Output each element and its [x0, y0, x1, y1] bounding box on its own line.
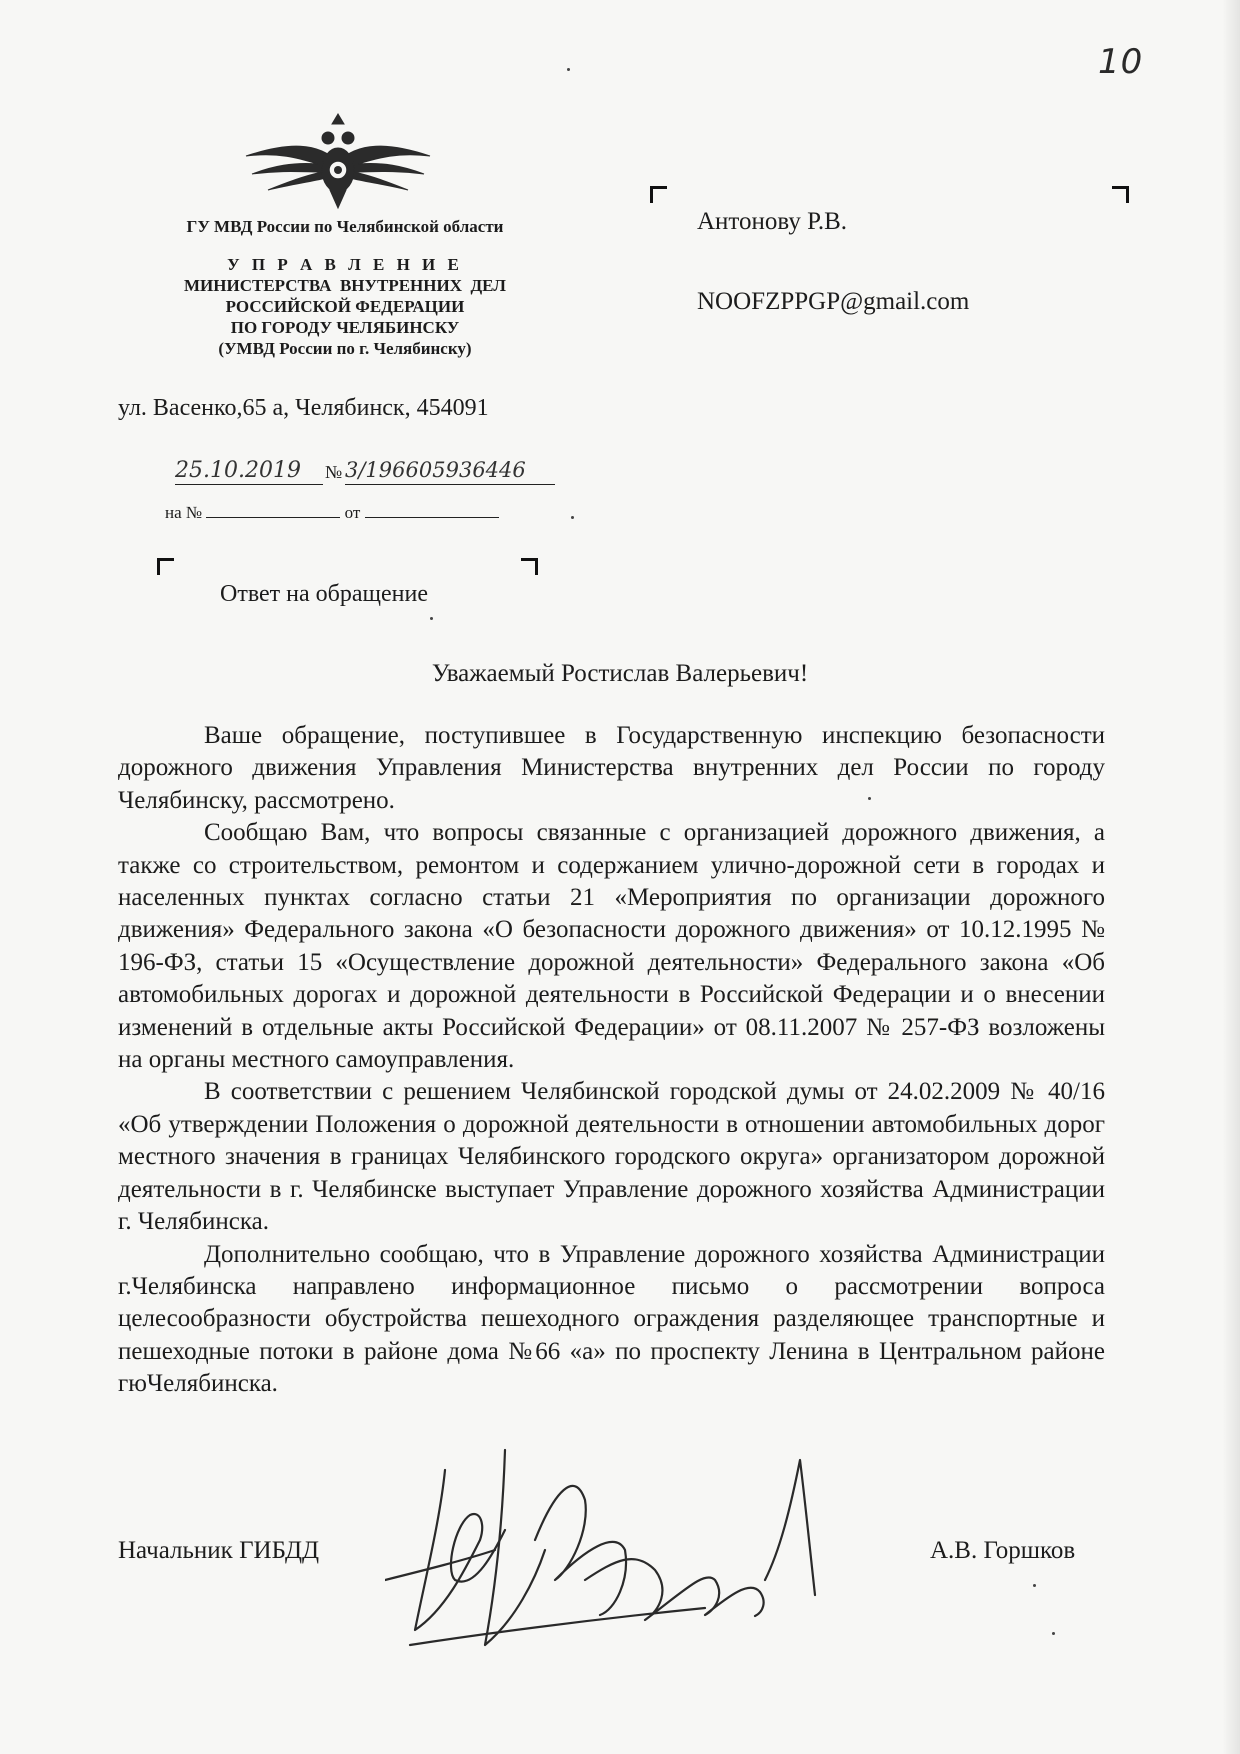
scan-speck [567, 68, 570, 71]
reference-number-blank [206, 503, 340, 518]
org-address: ул. Васенко,65 а, Челябинск, 454091 [118, 395, 489, 421]
org-line: ПО ГОРОДУ ЧЕЛЯБИНСКУ [230, 318, 460, 337]
subject-corner-mark [521, 558, 538, 575]
scan-speck [571, 516, 574, 519]
reference-date-label: от [344, 503, 361, 522]
reference-prefix: на № [165, 503, 203, 522]
registration-number: 3/196605936446 [345, 458, 555, 485]
org-line: РОССИЙСКОЙ ФЕДЕРАЦИИ [225, 297, 465, 316]
letter-subject: Ответ на обращение [220, 581, 428, 607]
subject-corner-mark [157, 558, 174, 575]
org-line: МИНИСТЕРСТВА ВНУТРЕННИХ ДЕЛ [184, 276, 506, 295]
addressee-email: NOOFZPPGP@gmail.com [697, 288, 970, 315]
handwritten-signature [385, 1430, 905, 1680]
scan-speck [868, 797, 871, 800]
body-paragraph: В соответствии с решением Челябинской городской думы от 24.02.2009 № 40/16 «Об утверждении Положения о дорожной деятельности в отношении автомобильных дорог местного значения в границах Челябинского городского округа» организатором дорожной деятельности в г. Челябинске выступает Управление дорожного хозяйства Администрации г. Челябинска. [118, 1078, 1105, 1236]
body-paragraph: Дополнительно сообщаю, что в Управление дорожного хозяйства Администрации г.Челябинска направлено информационное письмо о рассмотрении вопроса целесообразности обустройства пешеходного ограждения разделяющее транспортные и пешеходные потоки в районе дома №66 «а» по проспекту Ленина в Центральном районе гюЧелябинска. [118, 1240, 1105, 1398]
scan-speck [430, 617, 433, 620]
body-paragraph: Ваше обращение, поступившее в Государственную инспекцию безопасности дорожного движения Управления Министерства внутренних дел России по городу Челябинску, рассмотрено. [118, 722, 1105, 814]
greeting: Уважаемый Ростислав Валерьевич! [431, 660, 809, 687]
scan-speck [1052, 1632, 1055, 1635]
body-paragraph: Сообщаю Вам, что вопросы связанные с организацией дорожного движения, а также со строительством, ремонтом и содержанием улично-дорожной сети в городах и населенных пунктах согласно статьи 21 «Мероприятия по организации дорожного движения» Федерального закона «О безопасности дорожного движения» от 10.12.1995 № 196-ФЗ, статьи 15 «Осуществление дорожной деятельности» Федерального закона «Об автомобильных дорогах и дорожной деятельности в Российской Федерации и о внесении изменений в отдельные акты Российской Федерации» от 08.11.2007 № 257-ФЗ возложены на органы местного самоуправления. [118, 819, 1105, 1074]
registration-date: 25.10.2019 [175, 458, 323, 485]
registration-number-label: № [325, 462, 343, 482]
signatory-role: Начальник ГИБДД [118, 1537, 320, 1564]
letter-body [118, 720, 1105, 1401]
page-number: 10 [1098, 42, 1144, 82]
registration-line [175, 458, 555, 488]
signatory-name: А.В. Горшков [930, 1537, 1076, 1564]
reference-line [165, 503, 499, 523]
double-headed-eagle-emblem [238, 112, 438, 212]
reference-date-blank [365, 503, 499, 518]
scan-edge-shadow [1222, 0, 1240, 1754]
addressee-corner-mark [1112, 186, 1129, 203]
scan-speck [1033, 1584, 1036, 1587]
org-line: (УМВД России по г. Челябинску) [218, 339, 472, 358]
addressee-name: Антонову Р.В. [697, 208, 848, 235]
org-line: У П Р А В Л Е Н И Е [227, 255, 463, 274]
addressee-corner-mark [650, 186, 667, 203]
org-parent-name: ГУ МВД России по Челябинской области [186, 217, 504, 236]
org-name-block [120, 254, 570, 359]
